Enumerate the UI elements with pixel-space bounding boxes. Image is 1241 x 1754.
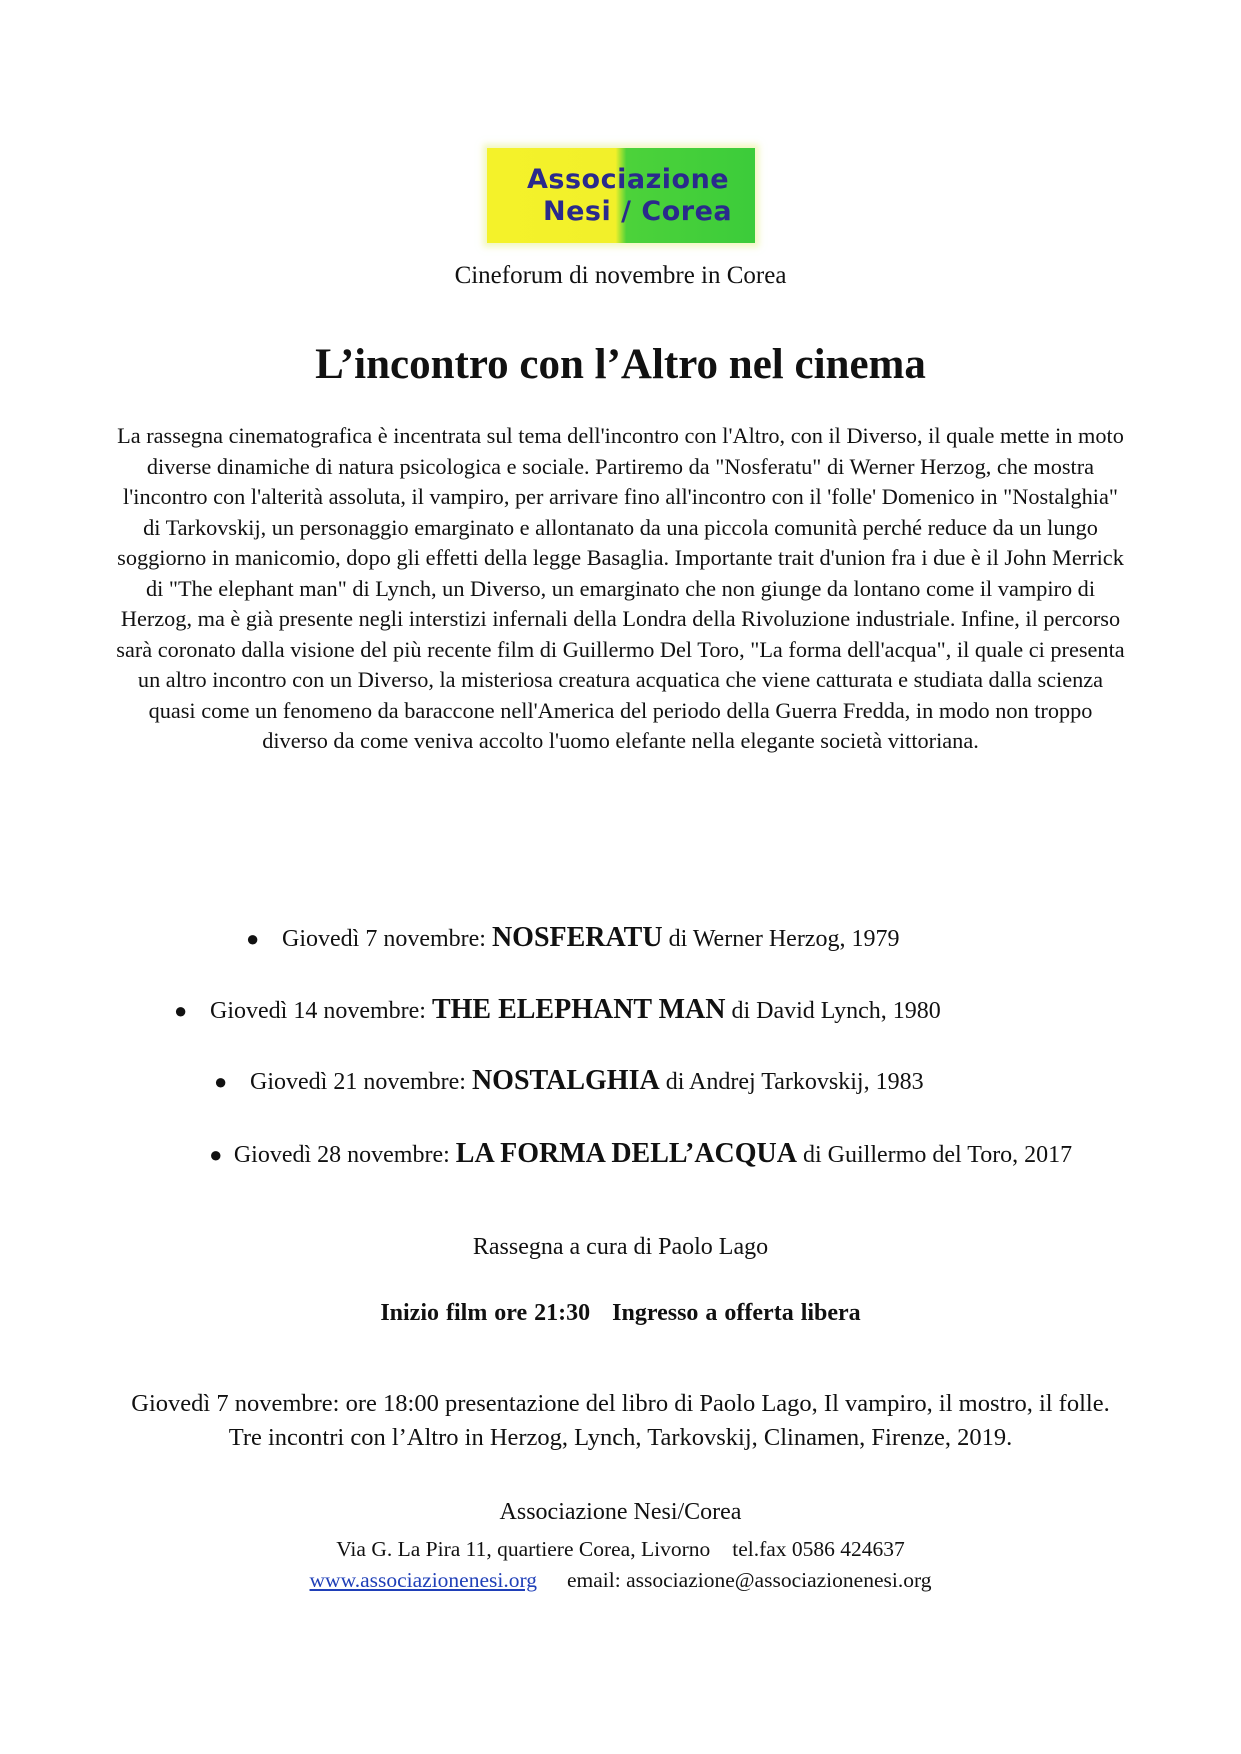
film-item bbox=[246, 922, 899, 954]
film-date: Giovedì 7 novembre: bbox=[282, 926, 492, 952]
film-title: NOSTALGHIA bbox=[471, 1065, 660, 1096]
telfax-text: tel.fax 0586 424637 bbox=[732, 1537, 905, 1561]
film-credit: di David Lynch, 1980 bbox=[725, 998, 941, 1024]
logo-line-1: Associazione bbox=[527, 164, 730, 195]
film-item bbox=[170, 1136, 1100, 1173]
footer-contacts bbox=[0, 1568, 1241, 1593]
footer-address bbox=[0, 1537, 1241, 1562]
bullet-icon: ● bbox=[209, 1142, 223, 1167]
page-subtitle: Cineforum di novembre in Corea bbox=[454, 262, 787, 289]
logo-line-2: Nesi / Corea bbox=[543, 196, 733, 227]
email-text: email: associazione@associazionenesi.org bbox=[567, 1568, 932, 1592]
film-item bbox=[174, 994, 941, 1026]
address-text: Via G. La Pira 11, quartiere Corea, Livorno bbox=[336, 1537, 711, 1561]
film-credit: di Andrej Tarkovskij, 1983 bbox=[659, 1069, 924, 1095]
film-title: LA FORMA DELL’ACQUA bbox=[455, 1138, 797, 1169]
bullet-icon: ● bbox=[246, 926, 260, 951]
film-date: Giovedì 21 novembre: bbox=[250, 1069, 472, 1095]
curator-line: Rassegna a cura di Paolo Lago bbox=[472, 1234, 769, 1260]
intro-paragraph: La rassegna cinematografica è incentrata sul tema dell'incontro con l'Altro, con il Diverso, il quale mette in moto diverse dinamiche di natura psicologica e sociale. Partiremo da "Nosferatu" di Werner Herzog, che mostra l'incontro con l'alterità assoluta, il vampiro, per arrivare fino all'incontro con il 'folle' Domenico in "Nostalghia" di Tarkovskij, un personaggio emarginato e allontanato da una piccola comunità perché reduce da un lungo soggiorno in manicomio, dopo gli effetti della legge Basaglia. Importante trait d'union fra i due è il John Merrick di "The elephant man" di Lynch, un Diverso, un emarginato che non giunge da lontano come il vampiro di Herzog, ma è già presente negli interstizi infernali della Londra della Rivoluzione industriale. Infine, il percorso sarà coronato dalla visione del più recente film di Guillermo Del Toro, "La forma dell'acqua", il quale ci presenta un altro incontro con un Diverso, la misteriosa creatura acquatica che viene catturata e studiata dalla scienza quasi come un fenomeno da baraccone nell'America del periodo della Guerra Fredda, in modo non troppo diverso da come veniva accolto l'uomo elefante nella elegante società vittoriana. bbox=[116, 423, 1125, 753]
website-link[interactable]: www.associazionenesi.org bbox=[309, 1568, 537, 1592]
association-logo bbox=[487, 148, 755, 243]
page-title: L’incontro con l’Altro nel cinema bbox=[315, 341, 926, 388]
screening-info bbox=[0, 1300, 1241, 1327]
entry-info: Ingresso a offerta libera bbox=[612, 1300, 861, 1326]
film-item bbox=[214, 1065, 924, 1097]
film-title: NOSFERATU bbox=[491, 922, 663, 953]
film-date: Giovedì 14 novembre: bbox=[210, 998, 432, 1024]
footer-association-name: Associazione Nesi/Corea bbox=[499, 1499, 742, 1525]
start-time: Inizio film ore 21:30 bbox=[380, 1300, 591, 1326]
bullet-icon: ● bbox=[174, 998, 188, 1023]
bullet-icon: ● bbox=[214, 1069, 228, 1094]
film-title: THE ELEPHANT MAN bbox=[431, 994, 726, 1025]
film-credit: di Werner Herzog, 1979 bbox=[662, 926, 900, 952]
book-presentation: Giovedì 7 novembre: ore 18:00 presentazione del libro di Paolo Lago, Il vampiro, il mostro, il folle. Tre incontri con l’Altro in Herzog, Lynch, Tarkovskij, Clinamen, Firenze, 2019. bbox=[131, 1390, 1110, 1451]
film-date: Giovedì 28 novembre: bbox=[233, 1142, 456, 1168]
film-credit: di Guillermo del Toro, 2017 bbox=[797, 1142, 1073, 1168]
